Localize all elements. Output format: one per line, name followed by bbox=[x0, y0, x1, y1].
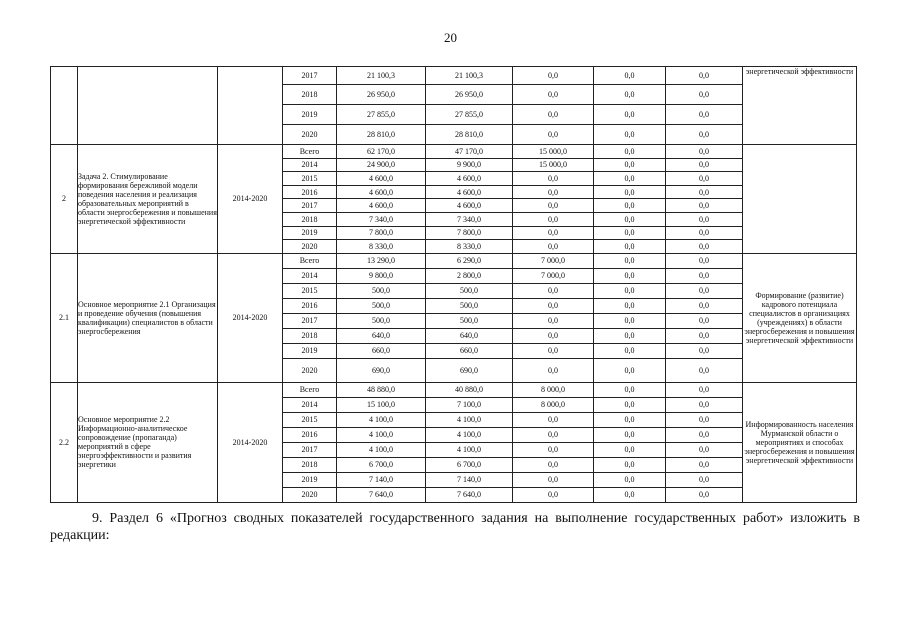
amount-cell: 7 640,0 bbox=[337, 487, 426, 502]
year-cell: 2018 bbox=[283, 85, 337, 105]
amount-cell: 0,0 bbox=[513, 125, 594, 145]
amount-cell: 0,0 bbox=[666, 298, 743, 313]
year-cell: 2017 bbox=[283, 199, 337, 213]
amount-cell: 0,0 bbox=[513, 240, 594, 254]
activity-name-cell: Задача 2. Стимулирование формирования бережливой модели поведения населения и реализация образовательных мероприятий в области энергосбережения и повышения энергетической эффективности bbox=[78, 145, 218, 254]
amount-cell: 40 880,0 bbox=[426, 382, 513, 397]
year-cell: 2019 bbox=[283, 105, 337, 125]
amount-cell: 0,0 bbox=[666, 313, 743, 328]
amount-cell: 0,0 bbox=[666, 226, 743, 240]
amount-cell: 7 140,0 bbox=[426, 472, 513, 487]
amount-cell: 7 000,0 bbox=[513, 253, 594, 268]
amount-cell: 4 600,0 bbox=[337, 185, 426, 199]
amount-cell: 0,0 bbox=[513, 172, 594, 186]
year-cell: 2020 bbox=[283, 487, 337, 502]
expected-result-cell: Формирование (развитие) кадрового потенциала специалистов в организациях (учреждениях) в области энергосбережения и повышения энергетической эффективности bbox=[743, 253, 857, 382]
amount-cell: 0,0 bbox=[594, 487, 666, 502]
section-paragraph: 9. Раздел 6 «Прогноз сводных показателей государственного задания на выполнение государственных работ» изложить в редакции: bbox=[50, 511, 860, 543]
amount-cell: 0,0 bbox=[594, 125, 666, 145]
year-cell: 2019 bbox=[283, 226, 337, 240]
amount-cell: 660,0 bbox=[337, 343, 426, 358]
amount-cell: 0,0 bbox=[594, 328, 666, 343]
name-cell bbox=[78, 67, 218, 145]
amount-cell: 0,0 bbox=[513, 85, 594, 105]
amount-cell: 500,0 bbox=[337, 283, 426, 298]
amount-cell: 500,0 bbox=[337, 298, 426, 313]
amount-cell: 0,0 bbox=[666, 212, 743, 226]
amount-cell: 4 600,0 bbox=[426, 199, 513, 213]
year-cell: Всего bbox=[283, 253, 337, 268]
amount-cell: 0,0 bbox=[513, 427, 594, 442]
period-cell: 2014-2020 bbox=[218, 382, 283, 502]
amount-cell: 0,0 bbox=[594, 412, 666, 427]
amount-cell: 0,0 bbox=[666, 105, 743, 125]
amount-cell: 47 170,0 bbox=[426, 145, 513, 159]
amount-cell: 0,0 bbox=[594, 199, 666, 213]
amount-cell: 0,0 bbox=[594, 240, 666, 254]
amount-cell: 21 100,3 bbox=[426, 67, 513, 85]
amount-cell: 0,0 bbox=[666, 185, 743, 199]
amount-cell: 0,0 bbox=[594, 212, 666, 226]
amount-cell: 0,0 bbox=[666, 145, 743, 159]
amount-cell: 0,0 bbox=[594, 313, 666, 328]
amount-cell: 0,0 bbox=[666, 487, 743, 502]
amount-cell: 0,0 bbox=[666, 382, 743, 397]
year-cell: 2014 bbox=[283, 397, 337, 412]
amount-cell: 26 950,0 bbox=[426, 85, 513, 105]
amount-cell: 0,0 bbox=[513, 358, 594, 382]
amount-cell: 0,0 bbox=[666, 412, 743, 427]
amount-cell: 0,0 bbox=[594, 343, 666, 358]
year-cell: Всего bbox=[283, 382, 337, 397]
amount-cell: 0,0 bbox=[666, 268, 743, 283]
amount-cell: 0,0 bbox=[666, 67, 743, 85]
amount-cell: 0,0 bbox=[513, 212, 594, 226]
year-cell: 2015 bbox=[283, 283, 337, 298]
row-number-cell: 2 bbox=[51, 145, 78, 254]
amount-cell: 7 100,0 bbox=[426, 397, 513, 412]
amount-cell: 8 330,0 bbox=[337, 240, 426, 254]
amount-cell: 4 600,0 bbox=[426, 185, 513, 199]
amount-cell: 9 900,0 bbox=[426, 158, 513, 172]
amount-cell: 500,0 bbox=[426, 313, 513, 328]
amount-cell: 6 700,0 bbox=[337, 457, 426, 472]
amount-cell: 0,0 bbox=[666, 328, 743, 343]
amount-cell: 15 100,0 bbox=[337, 397, 426, 412]
period-cell: 2014-2020 bbox=[218, 253, 283, 382]
amount-cell: 0,0 bbox=[513, 457, 594, 472]
amount-cell: 0,0 bbox=[666, 457, 743, 472]
amount-cell: 0,0 bbox=[594, 298, 666, 313]
amount-cell: 27 855,0 bbox=[426, 105, 513, 125]
year-cell: 2020 bbox=[283, 358, 337, 382]
amount-cell: 0,0 bbox=[594, 397, 666, 412]
amount-cell: 0,0 bbox=[666, 85, 743, 105]
amount-cell: 24 900,0 bbox=[337, 158, 426, 172]
amount-cell: 8 000,0 bbox=[513, 397, 594, 412]
budget-table bbox=[50, 66, 857, 503]
amount-cell: 0,0 bbox=[513, 298, 594, 313]
year-cell: 2020 bbox=[283, 240, 337, 254]
amount-cell: 0,0 bbox=[666, 358, 743, 382]
amount-cell: 690,0 bbox=[426, 358, 513, 382]
amount-cell: 8 000,0 bbox=[513, 382, 594, 397]
amount-cell: 0,0 bbox=[513, 105, 594, 125]
amount-cell: 0,0 bbox=[666, 199, 743, 213]
amount-cell: 4 100,0 bbox=[337, 442, 426, 457]
amount-cell: 6 290,0 bbox=[426, 253, 513, 268]
year-cell: 2016 bbox=[283, 427, 337, 442]
amount-cell: 0,0 bbox=[666, 240, 743, 254]
amount-cell: 7 140,0 bbox=[337, 472, 426, 487]
amount-cell: 0,0 bbox=[594, 358, 666, 382]
amount-cell: 6 700,0 bbox=[426, 457, 513, 472]
amount-cell: 0,0 bbox=[594, 226, 666, 240]
activity-name-cell: Основное мероприятие 2.1 Организация и проведение обучения (повышения квалификации) специалистов в области энергосбережения bbox=[78, 253, 218, 382]
year-cell: 2020 bbox=[283, 125, 337, 145]
amount-cell: 640,0 bbox=[337, 328, 426, 343]
amount-cell: 7 340,0 bbox=[426, 212, 513, 226]
amount-cell: 62 170,0 bbox=[337, 145, 426, 159]
year-cell: 2016 bbox=[283, 298, 337, 313]
year-cell: 2017 bbox=[283, 442, 337, 457]
amount-cell: 0,0 bbox=[666, 172, 743, 186]
amount-cell: 7 800,0 bbox=[337, 226, 426, 240]
amount-cell: 4 100,0 bbox=[337, 427, 426, 442]
table-row bbox=[51, 67, 857, 85]
amount-cell: 0,0 bbox=[594, 172, 666, 186]
amount-cell: 13 290,0 bbox=[337, 253, 426, 268]
amount-cell: 0,0 bbox=[594, 268, 666, 283]
year-cell: 2017 bbox=[283, 313, 337, 328]
amount-cell: 0,0 bbox=[513, 283, 594, 298]
year-cell: 2018 bbox=[283, 328, 337, 343]
period-cell: 2014-2020 bbox=[218, 145, 283, 254]
year-cell: 2015 bbox=[283, 412, 337, 427]
amount-cell: 4 600,0 bbox=[337, 199, 426, 213]
amount-cell: 15 000,0 bbox=[513, 145, 594, 159]
amount-cell: 0,0 bbox=[666, 472, 743, 487]
year-cell: 2019 bbox=[283, 343, 337, 358]
amount-cell: 15 000,0 bbox=[513, 158, 594, 172]
amount-cell: 660,0 bbox=[426, 343, 513, 358]
amount-cell: 9 800,0 bbox=[337, 268, 426, 283]
result-cell: энергетической эффективности bbox=[743, 67, 857, 145]
year-cell: 2018 bbox=[283, 212, 337, 226]
amount-cell: 0,0 bbox=[513, 185, 594, 199]
year-cell: 2014 bbox=[283, 158, 337, 172]
table-row bbox=[51, 382, 857, 397]
amount-cell: 8 330,0 bbox=[426, 240, 513, 254]
amount-cell: 690,0 bbox=[337, 358, 426, 382]
amount-cell: 0,0 bbox=[594, 105, 666, 125]
amount-cell: 7 800,0 bbox=[426, 226, 513, 240]
amount-cell: 0,0 bbox=[666, 125, 743, 145]
amount-cell: 7 640,0 bbox=[426, 487, 513, 502]
amount-cell: 0,0 bbox=[594, 85, 666, 105]
amount-cell: 0,0 bbox=[594, 472, 666, 487]
table-row bbox=[51, 253, 857, 268]
amount-cell: 0,0 bbox=[513, 67, 594, 85]
amount-cell: 0,0 bbox=[594, 185, 666, 199]
amount-cell: 0,0 bbox=[594, 145, 666, 159]
amount-cell: 0,0 bbox=[594, 67, 666, 85]
amount-cell: 0,0 bbox=[594, 158, 666, 172]
amount-cell: 0,0 bbox=[666, 253, 743, 268]
year-cell: 2014 bbox=[283, 268, 337, 283]
amount-cell: 0,0 bbox=[666, 283, 743, 298]
amount-cell: 28 810,0 bbox=[337, 125, 426, 145]
year-cell: Всего bbox=[283, 145, 337, 159]
amount-cell: 0,0 bbox=[666, 397, 743, 412]
amount-cell: 0,0 bbox=[594, 382, 666, 397]
amount-cell: 26 950,0 bbox=[337, 85, 426, 105]
amount-cell: 0,0 bbox=[513, 313, 594, 328]
amount-cell: 48 880,0 bbox=[337, 382, 426, 397]
activity-name-cell: Основное мероприятие 2.2 Информационно-аналитическое сопровождение (пропаганда) мероприятий в сфере энергоэффективности и развития энергетики bbox=[78, 382, 218, 502]
amount-cell: 27 855,0 bbox=[337, 105, 426, 125]
year-cell: 2016 bbox=[283, 185, 337, 199]
amount-cell: 640,0 bbox=[426, 328, 513, 343]
amount-cell: 0,0 bbox=[513, 412, 594, 427]
table-row bbox=[51, 145, 857, 159]
expected-result-cell: Информированность населения Мурманской области о мероприятиях и способах энергосбережения и повышения энергетической эффективности bbox=[743, 382, 857, 502]
page-number: 20 bbox=[444, 30, 457, 45]
amount-cell: 4 100,0 bbox=[426, 442, 513, 457]
amount-cell: 0,0 bbox=[594, 253, 666, 268]
amount-cell: 0,0 bbox=[513, 226, 594, 240]
amount-cell: 0,0 bbox=[513, 199, 594, 213]
amount-cell: 0,0 bbox=[513, 343, 594, 358]
year-cell: 2018 bbox=[283, 457, 337, 472]
amount-cell: 28 810,0 bbox=[426, 125, 513, 145]
amount-cell: 0,0 bbox=[594, 442, 666, 457]
amount-cell: 7 000,0 bbox=[513, 268, 594, 283]
amount-cell: 0,0 bbox=[513, 328, 594, 343]
period-cell bbox=[218, 67, 283, 145]
amount-cell: 7 340,0 bbox=[337, 212, 426, 226]
amount-cell: 21 100,3 bbox=[337, 67, 426, 85]
amount-cell: 0,0 bbox=[513, 487, 594, 502]
amount-cell: 4 600,0 bbox=[337, 172, 426, 186]
amount-cell: 2 800,0 bbox=[426, 268, 513, 283]
amount-cell: 0,0 bbox=[594, 457, 666, 472]
amount-cell: 0,0 bbox=[666, 158, 743, 172]
amount-cell: 4 100,0 bbox=[426, 427, 513, 442]
amount-cell: 0,0 bbox=[666, 343, 743, 358]
amount-cell: 4 600,0 bbox=[426, 172, 513, 186]
year-cell: 2015 bbox=[283, 172, 337, 186]
amount-cell: 0,0 bbox=[594, 427, 666, 442]
amount-cell: 0,0 bbox=[513, 472, 594, 487]
amount-cell: 0,0 bbox=[513, 442, 594, 457]
amount-cell: 500,0 bbox=[426, 298, 513, 313]
num-cell bbox=[51, 67, 78, 145]
expected-result-cell bbox=[743, 145, 857, 254]
table-body bbox=[51, 67, 857, 503]
amount-cell: 4 100,0 bbox=[337, 412, 426, 427]
year-cell: 2017 bbox=[283, 67, 337, 85]
row-number-cell: 2.1 bbox=[51, 253, 78, 382]
amount-cell: 0,0 bbox=[666, 442, 743, 457]
amount-cell: 4 100,0 bbox=[426, 412, 513, 427]
row-number-cell: 2.2 bbox=[51, 382, 78, 502]
amount-cell: 500,0 bbox=[426, 283, 513, 298]
amount-cell: 500,0 bbox=[337, 313, 426, 328]
year-cell: 2019 bbox=[283, 472, 337, 487]
amount-cell: 0,0 bbox=[666, 427, 743, 442]
amount-cell: 0,0 bbox=[594, 283, 666, 298]
